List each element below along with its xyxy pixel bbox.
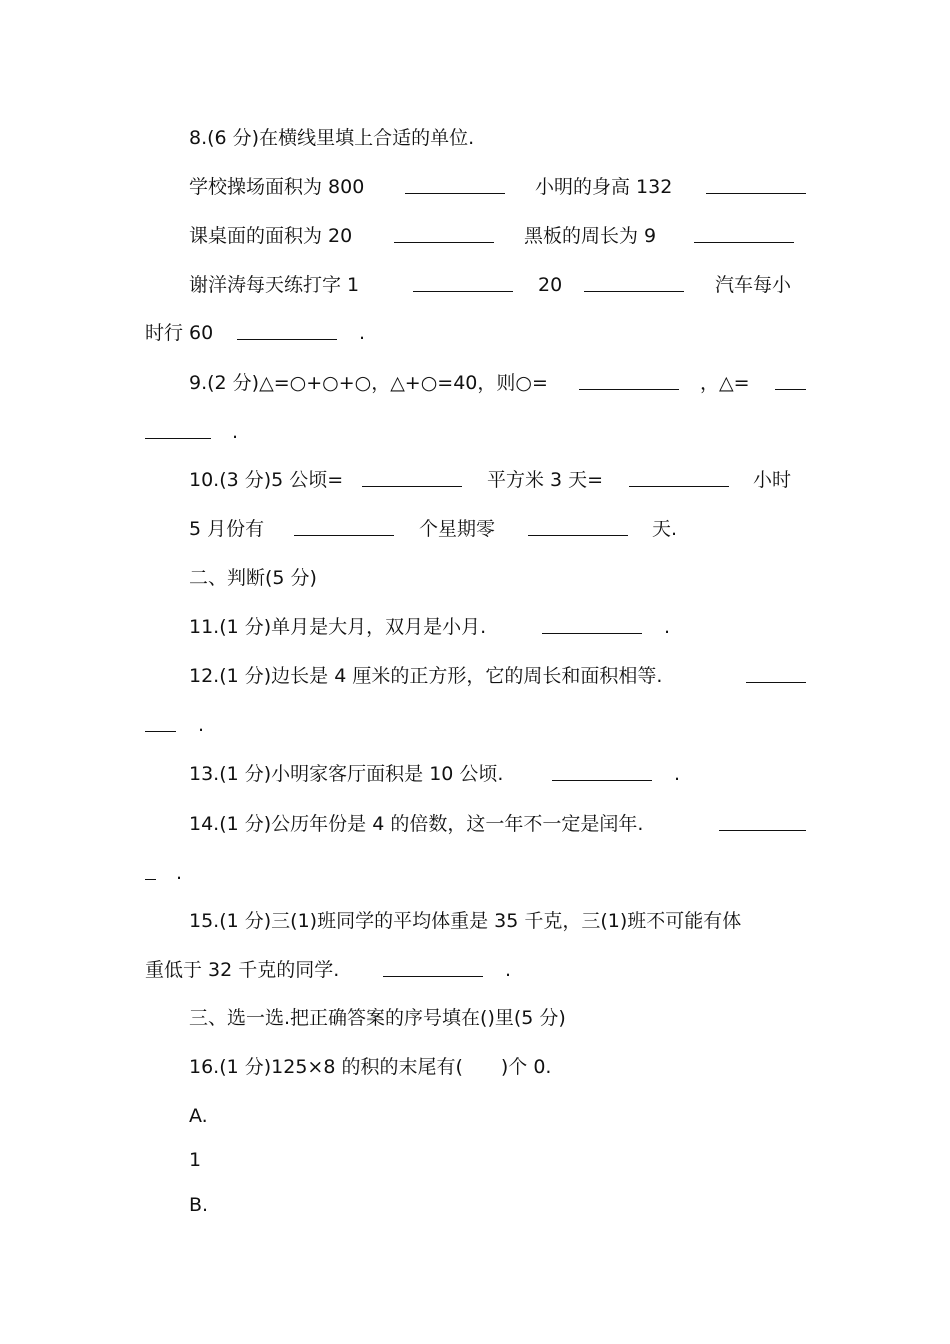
- answer-blank-end[interactable]: [145, 713, 176, 732]
- section-3-title: 三、选一选.把正确答案的序号填在()里(5 分): [189, 1007, 566, 1029]
- q9-end: .: [232, 421, 239, 443]
- answer-blank-end[interactable]: [145, 861, 156, 880]
- q14-line-1: [189, 812, 643, 836]
- answer-blank[interactable]: [383, 958, 483, 977]
- q8-line-c: [189, 273, 359, 297]
- q8-line-b: [189, 224, 352, 248]
- q9-line-1: [189, 371, 548, 395]
- answer-blank[interactable]: [413, 273, 513, 292]
- q8-c3-text: 汽车每小: [715, 274, 792, 296]
- q10-text2: 平方米 3 天=: [487, 469, 604, 491]
- q8-d1-text: 时行 60: [145, 322, 214, 344]
- q16-option-a-label[interactable]: A.: [189, 1105, 208, 1127]
- q10-text5: 个星期零: [419, 518, 496, 540]
- q15-end: .: [505, 959, 512, 981]
- q13-end: .: [674, 763, 681, 785]
- q15-line-1: [189, 909, 741, 933]
- q8-a1-text: 学校操场面积为 800: [189, 176, 365, 198]
- q8-c2-text: 20: [538, 274, 563, 296]
- answer-blank-start[interactable]: [719, 812, 806, 831]
- q16-question: [189, 1055, 551, 1079]
- answer-blank[interactable]: [528, 517, 628, 536]
- answer-blank[interactable]: [629, 468, 729, 487]
- q8-line-d: [145, 321, 213, 345]
- answer-blank[interactable]: [706, 175, 806, 194]
- q11-line: [189, 615, 486, 639]
- q10-line-1: [189, 468, 343, 492]
- answer-blank[interactable]: [694, 224, 794, 243]
- q8-d-end: .: [359, 322, 366, 344]
- q12-end: .: [198, 714, 205, 736]
- q10-text1: 10.(3 分)5 公顷=: [189, 469, 344, 491]
- answer-blank[interactable]: [584, 273, 684, 292]
- q10-text4: 5 月份有: [189, 518, 265, 540]
- q14-end: .: [176, 862, 183, 884]
- q8-b1-text: 课桌面的面积为 20: [189, 225, 353, 247]
- q12-text: 12.(1 分)边长是 4 厘米的正方形，它的周长和面积相等.: [189, 665, 663, 687]
- q13-text: 13.(1 分)小明家客厅面积是 10 公顷.: [189, 763, 504, 785]
- q10-text6: 天.: [652, 518, 678, 540]
- q14-text: 14.(1 分)公历年份是 4 的倍数，这一年不一定是闰年.: [189, 813, 644, 835]
- q8-b2-text: 黑板的周长为 9: [524, 225, 657, 247]
- q13-line: [189, 762, 503, 786]
- q11-text: 11.(1 分)单月是大月，双月是小月.: [189, 616, 487, 638]
- answer-blank-end[interactable]: [145, 420, 211, 439]
- answer-blank[interactable]: [542, 615, 642, 634]
- q10-text3: 小时: [753, 469, 792, 491]
- q8-a2-text: 小明的身高 132: [535, 176, 673, 198]
- q16-option-a-value: 1: [189, 1149, 202, 1171]
- answer-blank[interactable]: [405, 175, 505, 194]
- q15-text1: 15.(1 分)三(1)班同学的平均体重是 35 千克，三(1)班不可能有体: [189, 910, 742, 932]
- q10-line-2: [189, 517, 264, 541]
- q15-text2: 重低于 32 千克的同学.: [145, 959, 340, 981]
- answer-blank-start[interactable]: [746, 664, 806, 683]
- q8-line-a: [189, 175, 364, 199]
- answer-blank[interactable]: [237, 321, 337, 340]
- q12-line-1: [189, 664, 662, 688]
- q8-title: 8.(6 分)在横线里填上合适的单位.: [189, 127, 475, 149]
- q16-text: 16.(1 分)125×8 的积的末尾有( )个 0.: [189, 1056, 552, 1078]
- answer-blank[interactable]: [552, 762, 652, 781]
- answer-blank[interactable]: [579, 371, 679, 390]
- q16-option-b-label[interactable]: B.: [189, 1194, 209, 1216]
- answer-blank[interactable]: [294, 517, 394, 536]
- section-2-title: 二、判断(5 分): [189, 567, 317, 589]
- answer-blank-start[interactable]: [775, 371, 806, 390]
- q9-text2: ，△=: [700, 372, 750, 394]
- q9-text1: 9.(2 分)△=○+○+○，△+○=40，则○=: [189, 372, 548, 394]
- q15-line-2: [145, 958, 339, 982]
- answer-blank[interactable]: [362, 468, 462, 487]
- q8-c1-text: 谢洋涛每天练打字 1: [189, 274, 360, 296]
- answer-blank[interactable]: [394, 224, 494, 243]
- q11-end: .: [664, 616, 671, 638]
